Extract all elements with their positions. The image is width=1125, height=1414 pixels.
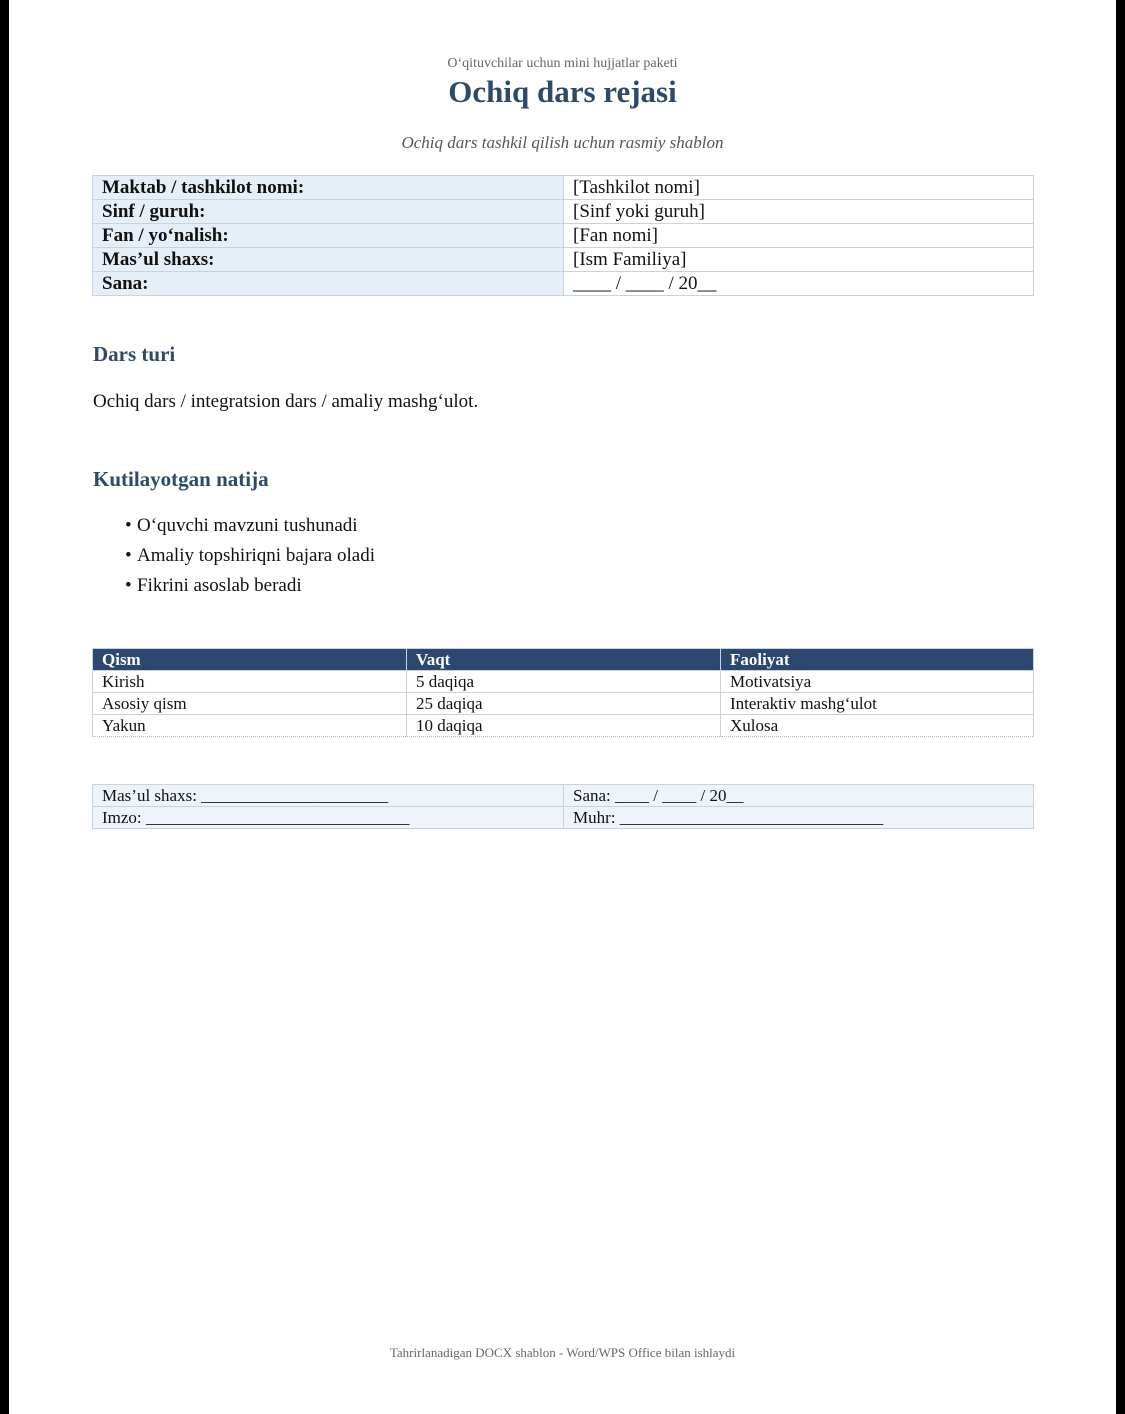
list-item <box>125 544 375 574</box>
table-cell[interactable]: Interaktiv mashg‘ulot <box>721 693 1034 715</box>
signature-row <box>93 807 1034 829</box>
info-label: Mas’ul shaxs: <box>93 248 564 272</box>
schedule-table <box>92 648 1034 737</box>
signature-sign-field[interactable]: Imzo: _______________________________ <box>93 807 564 829</box>
table-cell[interactable]: Asosiy qism <box>93 693 407 715</box>
signature-stamp-field[interactable]: Muhr: _______________________________ <box>564 807 1034 829</box>
list-item <box>125 514 375 544</box>
info-label: Sinf / guruh: <box>93 200 564 224</box>
table-row <box>93 715 1034 737</box>
info-row-responsible <box>93 248 1034 272</box>
list-item-text: O‘quvchi mavzuni tushunadi <box>137 515 358 536</box>
info-label: Fan / yo‘nalish: <box>93 224 564 248</box>
table-cell[interactable]: Kirish <box>93 671 407 693</box>
table-cell[interactable]: 25 daqiqa <box>407 693 721 715</box>
table-cell[interactable]: 5 daqiqa <box>407 671 721 693</box>
column-header-faoliyat: Faoliyat <box>721 649 1034 671</box>
document-footer: Tahrirlanadigan DOCX shablon - Word/WPS Office bilan ishlaydi <box>389 1345 736 1360</box>
schedule-header-row <box>93 649 1034 671</box>
table-cell[interactable]: 10 daqiqa <box>407 715 721 737</box>
document-page <box>9 0 1116 1414</box>
bullet-icon: • <box>125 515 132 536</box>
list-item-text: Amaliy topshiriqni bajara oladi <box>137 545 375 566</box>
info-row-date <box>93 272 1034 296</box>
document-subtitle: Ochiq dars tashkil qilish uchun rasmiy shablon <box>401 133 724 152</box>
signature-responsible-field[interactable]: Mas’ul shaxs: ______________________ <box>93 785 564 807</box>
column-header-qism: Qism <box>93 649 407 671</box>
info-row-subject <box>93 224 1034 248</box>
dars-turi-text: Ochiq dars / integratsion dars / amaliy mashg‘ulot. <box>93 391 479 412</box>
signature-table <box>92 784 1034 829</box>
list-item-text: Fikrini asoslab beradi <box>137 575 302 596</box>
natija-list <box>125 514 375 604</box>
info-value-class[interactable]: [Sinf yoki guruh] <box>564 200 1034 224</box>
info-label: Sana: <box>93 272 564 296</box>
bullet-icon: • <box>125 575 132 596</box>
section-heading-dars-turi: Dars turi <box>93 342 176 366</box>
document-title: Ochiq dars rejasi <box>448 74 677 109</box>
table-cell[interactable]: Xulosa <box>721 715 1034 737</box>
signature-date-field[interactable]: Sana: ____ / ____ / 20__ <box>564 785 1034 807</box>
column-header-vaqt: Vaqt <box>407 649 721 671</box>
table-cell[interactable]: Motivatsiya <box>721 671 1034 693</box>
info-value-subject[interactable]: [Fan nomi] <box>564 224 1034 248</box>
table-cell[interactable]: Yakun <box>93 715 407 737</box>
signature-row <box>93 785 1034 807</box>
info-value-school[interactable]: [Tashkilot nomi] <box>564 176 1034 200</box>
bullet-icon: • <box>125 545 132 566</box>
document-kicker: O‘qituvchilar uchun mini hujjatlar paketi <box>447 56 678 71</box>
info-value-responsible[interactable]: [Ism Familiya] <box>564 248 1034 272</box>
info-row-school <box>93 176 1034 200</box>
section-heading-natija: Kutilayotgan natija <box>93 467 269 491</box>
info-table <box>92 175 1034 296</box>
table-row <box>93 693 1034 715</box>
info-value-date[interactable]: ____ / ____ / 20__ <box>564 272 1034 296</box>
info-row-class <box>93 200 1034 224</box>
info-label: Maktab / tashkilot nomi: <box>93 176 564 200</box>
table-row <box>93 671 1034 693</box>
list-item <box>125 574 375 604</box>
